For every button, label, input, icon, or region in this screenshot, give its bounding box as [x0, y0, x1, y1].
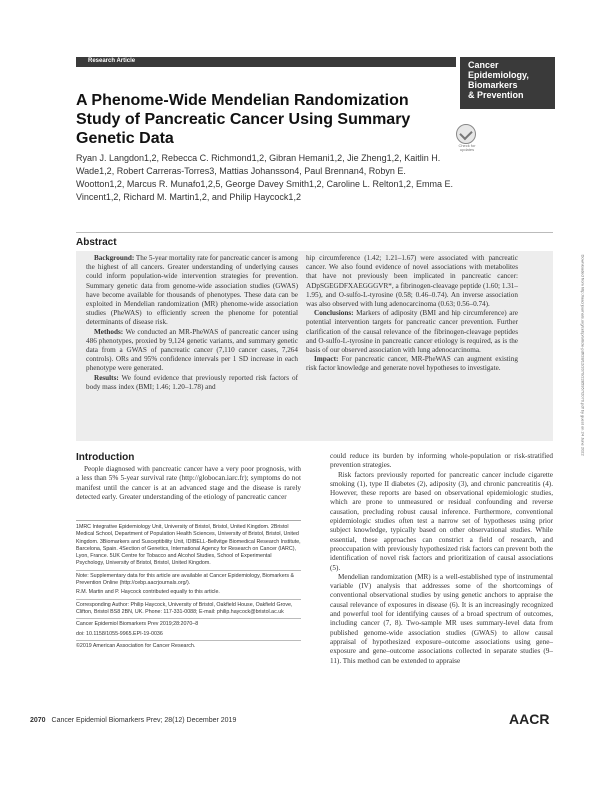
abstract-paragraph: hip circumference (1.42; 1.21–1.67) were associated with pancreatic cancer. We also found evidence of novel associations with metabolites that have not previously been implicated in pancreatic cancer: ADpSGEGDFXAEGGGVR*, a fibrinogen-cleavage peptide (1.60; 1.31–1.95), and O-sulfo-L-tyrosine (0.58; 0.46–0.74). An inverse association was also observed with lung adenocarcinoma (0.63; 0.56–0.74). — [306, 254, 518, 309]
abstract-paragraph: Results: We found evidence that previously reported risk factors of body mass index (BMI; 1.46; 1.20–1.78) and — [86, 373, 298, 391]
footnote-separator — [76, 618, 301, 619]
corresponding-author: Corresponding Author: Philip Haycock, University of Bristol, Oakfield House, Oakfield Grove, Clifton, Bristol BS8 2BN, UK. Phone: 117-331-0088; E-mail: philip.haycock@bristol.ac.uk — [76, 601, 293, 615]
article-type-label: Research Article — [88, 58, 136, 64]
footnote-separator — [76, 640, 301, 641]
footnote-separator — [76, 599, 301, 600]
doi-line[interactable]: doi: 10.1158/1055-9965.EPI-19-0036 — [76, 630, 163, 637]
supplementary-note: Note: Supplementary data for this article are available at Cancer Epidemiology, Biomarkers & Prevention Online (http://cebp.aacrjournals.org/). — [76, 572, 295, 587]
journal-name: Cancer Epidemiology, Biomarkers & Prevention — [468, 60, 529, 100]
download-watermark: Downloaded from http://aacrjournals.org/cebp/article-pdf/28/12/2070/2285957/2070.pdf by guest on 24 June 2022 — [580, 254, 586, 456]
abstract-heading: Abstract — [76, 237, 117, 248]
body-paragraph: could reduce its burden by informing whole-population or risk-stratified prevention strategies. — [330, 452, 553, 470]
affiliations: 1MRC Integrative Epidemiology Unit, University of Bristol, Bristol, United Kingdom. 2Bristol Medical School, Department of Population Health Sciences, University of Bristol, Bristol, United Kingdom. 3Biomarkers and Susceptibility Unit, IDIBELL-Bellvitge Biomedical Research Institute, Barcelona, Spain. 4Section of Genetics, International Agency for Research on Cancer (IARC), Lyon, France. 5UK Centre for Tobacco and Alcohol Studies, School of Experimental Psychology, University of Bristol, Bristol, United Kingdom. — [76, 524, 301, 567]
check-for-updates-icon[interactable] — [456, 124, 476, 144]
check-for-updates-label: Check for updates — [458, 143, 476, 152]
abstract-column-right — [306, 254, 518, 374]
article-type-bar — [76, 57, 456, 67]
journal-name-box — [460, 57, 555, 109]
footnotes — [76, 524, 301, 652]
introduction-heading: Introduction — [76, 452, 135, 463]
journal-reference: Cancer Epidemiol Biomarkers Prev; 28(12) December 2019 — [51, 717, 237, 724]
abstract-divider — [76, 232, 553, 233]
abstract-paragraph: Background: The 5-year mortality rate for pancreatic cancer is among the highest of all cancers. Greater understanding of underlying causes could inform population-wide intervention strategies for prevention. Summary genetic data from genome-wide association studies (GWAS) have become available for thousands of phenotypes. These data can be exploited in Mendelian randomization (MR) phenome-wide association studies (PheWAS) to efficiently screen the phenome for potential determinants of disease risk. — [86, 254, 298, 327]
abstract-paragraph: Methods: We conducted an MR-PheWAS of pancreatic cancer using 486 phenotypes, proxied by 9,124 genetic variants, and summary genetic data from a GWAS of pancreatic cancer (7,110 cancer cases, 7,264 controls). ORs and 95% confidence intervals per 1 SD increase in each phenotype were generated. — [86, 327, 298, 373]
citation-line: Cancer Epidemiol Biomarkers Prev 2019;28:2070–8 — [76, 621, 199, 628]
page-number: 2070 — [30, 717, 46, 724]
body-paragraph: Mendelian randomization (MR) is a well-established type of instrumental variable (IV) analysis that addresses some of the shortcomings of conventional observational studies by using genetic anchors to appraise the causal relevance of exposures in disease (6). It is an increasingly recognized and powerful tool for identifying causes of a broad spectrum of outcomes, including cancer (7, 8). Two-sample MR uses summary-level data from published genome-wide association studies (GWAS) to allow causal appraisal of hypothesized exposure–outcome associations using gene–exposure and gene–outcome associations collected in separate studies (9–11). This method can be extended to appraise — [330, 572, 553, 665]
body-paragraph: Risk factors previously reported for pancreatic cancer include cigarette smoking (1), type II diabetes (2), adiposity (3), and chronic pancreatitis (4). However, these reports are based on observational epidemiologic studies, which are prone to unmeasured or residual confounding and reverse causation, precluding robust causal inference. Furthermore, conventional epidemiologic studies often test a narrow set of hypotheses using prior subject knowledge, typically based on other observational studies. While essential, these approaches can constrict a field of research, and preoccupation with previously hypothesized risk factors can prevent both the identification of novel risk factors and prioritization of causal associations (5). — [330, 470, 553, 572]
abstract-column-left — [86, 254, 298, 392]
abstract-paragraph: Impact: For pancreatic cancer, MR-PheWAS can augment existing risk factor knowledge and generate novel hypotheses to investigate. — [306, 355, 518, 373]
author-list: Ryan J. Langdon1,2, Rebecca C. Richmond1,2, Gibran Hemani1,2, Jie Zheng1,2, Kaitlin H. Wade1,2, Robert Carreras-Torres3, Mattias Johansson4, Paul Brennan4, Robyn E. Wootton1,2, Marcus R. Munafo1,2,5, George Davey Smith1,2, Caroline L. Relton1,2, Emma E. Vincent1,2, Richard M. Martin1,2, and Philip Haycock1,2 — [76, 153, 454, 202]
introduction-right-column — [330, 452, 553, 666]
footnote-separator — [76, 570, 301, 571]
article-title: A Phenome-Wide Mendelian Randomization Study of Pancreatic Cancer Using Summary Genetic Data — [76, 92, 411, 147]
equal-contribution-note: R.M. Martin and P. Haycock contributed equally to this article. — [76, 589, 220, 596]
footnote-divider — [76, 520, 301, 521]
aacr-logo: AACR — [509, 711, 550, 727]
introduction-left-text: People diagnosed with pancreatic cancer have a very poor prognosis, with a less than 5% 5-year survival rate (http://globocan.iarc.fr); symptoms do not manifest until the cancer is at an advanced stage and the disease is rarely detected early. Greater understanding of the etiology of pancreatic cancer — [76, 465, 301, 501]
abstract-paragraph: Conclusions: Markers of adiposity (BMI and hip circumference) are potential intervention targets for pancreatic cancer prevention. Further clarification of the causal relevance of the fibrinogen-cleavage peptides and O-sulfo-L-tyrosine in pancreatic cancer etiology is required, as is the basis of our observed association with lung adenocarcinoma. — [306, 309, 518, 355]
copyright-line: ©2019 American Association for Cancer Research. — [76, 642, 196, 649]
page-footer — [30, 717, 236, 724]
